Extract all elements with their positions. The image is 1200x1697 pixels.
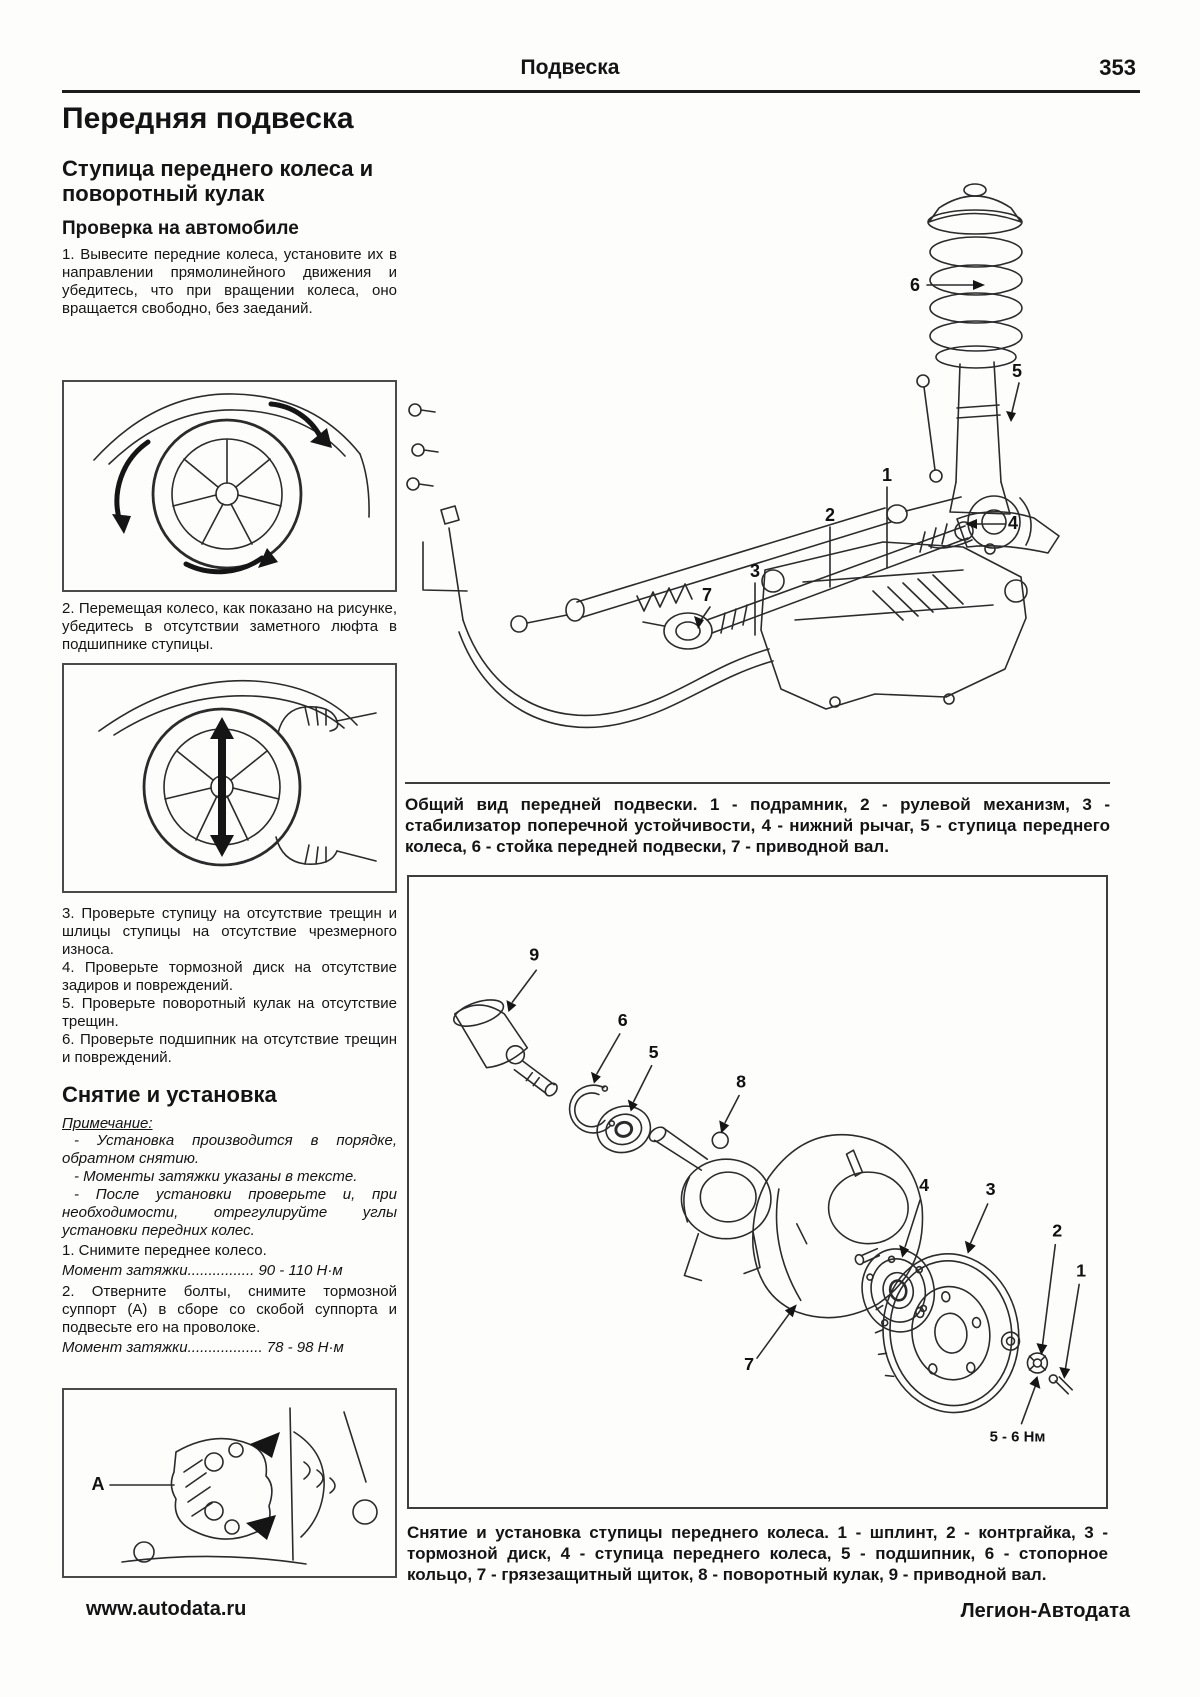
step-2-check: 2. Перемещая колесо, как показано на рисунке, убедитесь в отсутствии заметного люфта в подшипнике ступицы. [62,600,397,653]
callout-9: 9 [529,944,540,965]
stabilizer-bar [407,404,773,727]
figure-front-suspension [405,150,1110,784]
callout-3: 3 [985,1178,996,1199]
subsection-title: Ступица переднего колеса и поворотный кулак [62,156,374,206]
caliper-drawing [64,1390,395,1576]
wheel-rotation-drawing [64,382,395,590]
removal-step-2: 2. Отверните болты, снимите тормозной суппорт (А) в сборе со скобой суппорта и подвесьте его на проволоке. [62,1283,397,1336]
driveshaft-cv-joint [451,995,560,1098]
footer-website: www.autodata.ru [86,1598,247,1620]
page-number: 353 [1099,55,1136,80]
callout-1: 1 [881,465,893,485]
steering-knuckle [647,1124,771,1280]
note-label: Примечание: [62,1115,153,1132]
callout-8: 8 [736,1071,747,1092]
torque-spec-1: Момент затяжки................ 90 - 110 Н·м [62,1262,343,1279]
callout-1: 1 [1076,1260,1087,1281]
note-item: - Установка производится в порядке, обратном снятию. [62,1132,397,1167]
note-item: - После установки проверьте и, при необходимости, отрегулируйте углы установки передних колес. [62,1186,397,1239]
bolt-arrows [246,1432,280,1540]
torque-spec-2: Момент затяжки.................. 78 - 98 Н·м [62,1339,344,1356]
hands [276,707,376,864]
left-column-step2 [62,600,397,654]
figure-caption-main: Общий вид передней подвески. 1 - подрамник, 2 - рулевой механизм, 3 - стабилизатор поперечной устойчивости, 4 - нижний рычаг, 5 - ступица переднего колеса, 6 - стойка передней подвески, 7 - приводной вал. [405,795,1110,856]
check-heading: Проверка на автомобиле [62,218,299,239]
callout-7: 7 [744,1353,755,1374]
left-column-removal [62,1082,397,1360]
callouts [506,944,1086,1445]
splash-shield [753,1135,923,1318]
wheel-outline [153,420,301,568]
hub-exploded-drawing [409,877,1106,1507]
callout-7: 7 [701,585,713,605]
callout-6: 6 [617,1009,628,1030]
callout-6: 6 [909,275,921,295]
background-parts [122,1408,377,1564]
step-5-check: 5. Проверьте поворотный кулак на отсутствие трещин. [62,995,397,1030]
callout-2: 2 [824,505,836,525]
driveshaft [643,524,968,649]
callout-5: 5 [648,1041,659,1062]
removal-heading: Снятие и установка [62,1082,277,1107]
left-column-intro [62,102,397,318]
step-6-check: 6. Проверьте подшипник на отсутствие трещин и повреждений. [62,1031,397,1066]
callout-3: 3 [749,561,761,581]
rotation-arrows [112,404,332,572]
header-rule [62,90,1140,93]
step-4-check: 4. Проверьте тормозной диск на отсутствие задиров и повреждений. [62,959,397,994]
callout-5: 5 [1011,361,1023,381]
front-suspension-drawing [405,150,1110,782]
figure-caption-exploded: Снятие и установка ступицы переднего колеса. 1 - шплинт, 2 - контргайка, 3 - тормозной диск, 4 - ступица переднего колеса, 5 - подшипник, 6 - стопорное кольцо, 7 - грязезащитный щиток, 8 - поворотный кулак, 9 - приводной вал. [407,1523,1108,1584]
callout-4: 4 [1007,513,1019,533]
note-item: - Моменты затяжки указаны в тексте. [74,1168,358,1185]
step-3-check: 3. Проверьте ступицу на отсутствие трещин и шлицы ступицы на отсутствие чрезмерного износа. [62,905,397,958]
figure-hub-exploded [407,875,1108,1509]
section-title: Передняя подвеска [62,102,354,135]
play-arrow [210,717,234,857]
callout-2: 2 [1052,1220,1063,1241]
figure-wheel-play [62,663,397,893]
callout-4: 4 [919,1175,930,1196]
bearing [592,1100,656,1158]
wheel-play-drawing [64,665,395,891]
step-1-check: 1. Вывесите передние колеса, установите их в направлении прямолинейного движения и убедитесь, что при вращении колеса, оно вращается свободно, без заеданий. [62,246,397,317]
footer-publisher: Легион-Автодата [960,1600,1130,1622]
page-header-title: Подвеска [520,56,620,79]
left-column-checks [62,905,397,1067]
figure-wheel-rotation [62,380,397,592]
subframe [761,542,1027,709]
callout-a: A [91,1474,105,1494]
figure-brake-caliper [62,1388,397,1578]
torque-note: 5 - 6 Нм [989,1429,1046,1446]
callouts [694,275,1022,635]
removal-step-1: 1. Снимите переднее колесо. [62,1242,267,1259]
